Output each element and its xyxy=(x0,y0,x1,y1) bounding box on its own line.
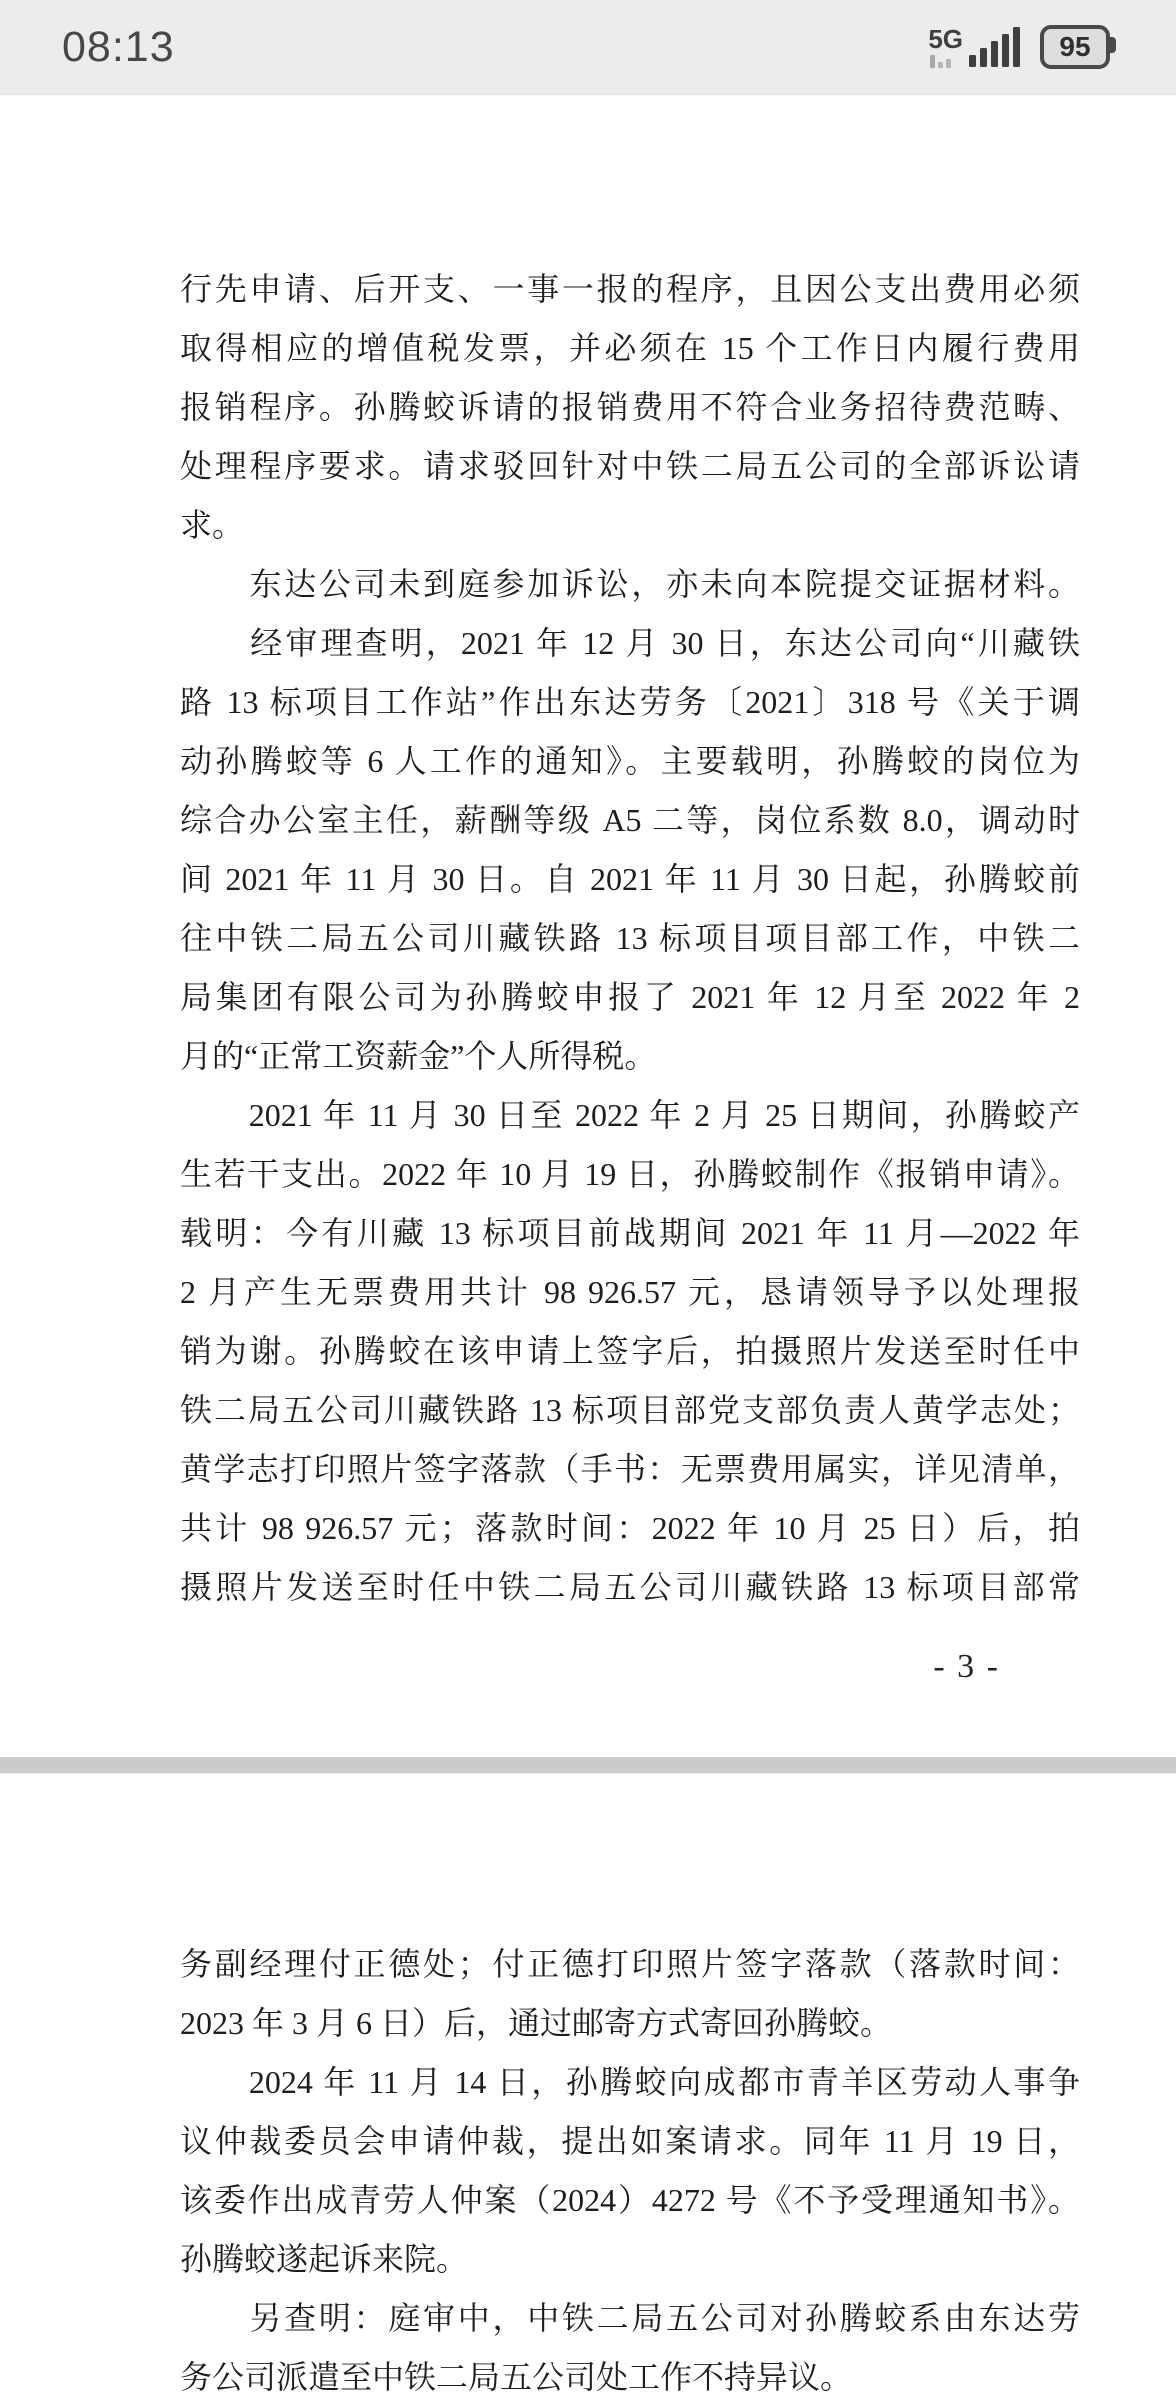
document-line: 取得相应的增值税发票，并必须在 15 个工作日内履行费用 xyxy=(180,330,1080,366)
battery-icon xyxy=(1040,25,1110,69)
page-number: - 3 - xyxy=(933,1648,1000,1685)
battery-percent: 95 xyxy=(1059,31,1091,62)
page-divider xyxy=(0,1757,1176,1774)
document-line: 载明：今有川藏 13 标项目前战期间 2021 年 11 月—2022 年 xyxy=(180,1215,1080,1251)
document-line: 黄学志打印照片签字落款（手书：无票费用属实，详见清单， xyxy=(180,1451,1080,1487)
document-line: 动孙腾蛟等 6 人工作的通知》。主要载明，孙腾蛟的岗位为 xyxy=(180,743,1080,779)
document-line: 局集团有限公司为孙腾蛟申报了 2021 年 12 月至 2022 年 2 xyxy=(180,979,1080,1015)
document-line: 生若干支出。2022 年 10 月 19 日，孙腾蛟制作《报销申请》。 xyxy=(180,1156,1080,1192)
status-bar xyxy=(0,0,1176,95)
document-line: 综合办公室主任，薪酬等级 A5 二等，岗位系数 8.0，调动时 xyxy=(180,802,1080,838)
document-line: 铁二局五公司川藏铁路 13 标项目部党支部负责人黄学志处； xyxy=(180,1392,1080,1428)
document-line: 摄照片发送至时任中铁二局五公司川藏铁路 13 标项目部常 xyxy=(180,1569,1080,1605)
document-line: 处理程序要求。请求驳回针对中铁二局五公司的全部诉讼请 xyxy=(180,448,1080,484)
document-line: 销为谢。孙腾蛟在该申请上签字后，拍摄照片发送至时任中 xyxy=(180,1333,1080,1369)
document-viewport[interactable] xyxy=(0,95,1176,2407)
status-icons-cluster xyxy=(928,25,1110,69)
document-line: 行先申请、后开支、一事一报的程序，且因公支出费用必须 xyxy=(180,271,1080,307)
document-page-3 xyxy=(0,95,1176,1757)
network-type-label: 5G xyxy=(928,24,963,54)
document-line: 该委作出成青劳人仲案（2024）4272 号《不予受理通知书》。 xyxy=(180,2182,1080,2218)
document-line: 求。 xyxy=(180,507,245,543)
signal-strength-icon xyxy=(969,27,1020,67)
document-line: 另查明：庭审中，中铁二局五公司对孙腾蛟系由东达劳 xyxy=(180,2300,1080,2336)
document-line: 共计 98 926.57 元；落款时间：2022 年 10 月 25 日）后，拍 xyxy=(180,1510,1080,1546)
sim2-signal-icon xyxy=(930,54,951,68)
document-line: 月的“正常工资薪金”个人所得税。 xyxy=(180,1038,657,1074)
document-line: 务副经理付正德处；付正德打印照片签字落款（落款时间： xyxy=(180,1946,1080,1982)
document-line: 报销程序。孙腾蛟诉请的报销费用不符合业务招待费范畴、 xyxy=(180,389,1080,425)
document-line: 经审理查明，2021 年 12 月 30 日，东达公司向“川藏铁 xyxy=(180,625,1080,661)
document-line: 议仲裁委员会申请仲裁，提出如案请求。同年 11 月 19 日， xyxy=(180,2123,1080,2159)
document-page-4 xyxy=(0,1774,1176,2407)
document-line: 2 月产生无票费用共计 98 926.57 元，恳请领导予以处理报 xyxy=(180,1274,1080,1310)
document-line: 路 13 标项目工作站”作出东达劳务〔2021〕318 号《关于调 xyxy=(180,684,1080,720)
document-line: 往中铁二局五公司川藏铁路 13 标项目项目部工作，中铁二 xyxy=(180,920,1080,956)
status-time: 08:13 xyxy=(62,22,175,71)
document-line: 东达公司未到庭参加诉讼，亦未向本院提交证据材料。 xyxy=(180,566,1080,602)
document-line: 间 2021 年 11 月 30 日。自 2021 年 11 月 30 日起，孙腾蛟前 xyxy=(180,861,1080,897)
document-line: 务公司派遣至中铁二局五公司处工作不持异议。 xyxy=(180,2359,853,2395)
network-indicator xyxy=(928,26,963,68)
document-line: 2021 年 11 月 30 日至 2022 年 2 月 25 日期间，孙腾蛟产 xyxy=(180,1097,1080,1133)
document-line: 2024 年 11 月 14 日，孙腾蛟向成都市青羊区劳动人事争 xyxy=(180,2064,1080,2100)
document-line: 2023 年 3 月 6 日）后，通过邮寄方式寄回孙腾蛟。 xyxy=(180,2005,893,2041)
document-line: 孙腾蛟遂起诉来院。 xyxy=(180,2241,469,2277)
